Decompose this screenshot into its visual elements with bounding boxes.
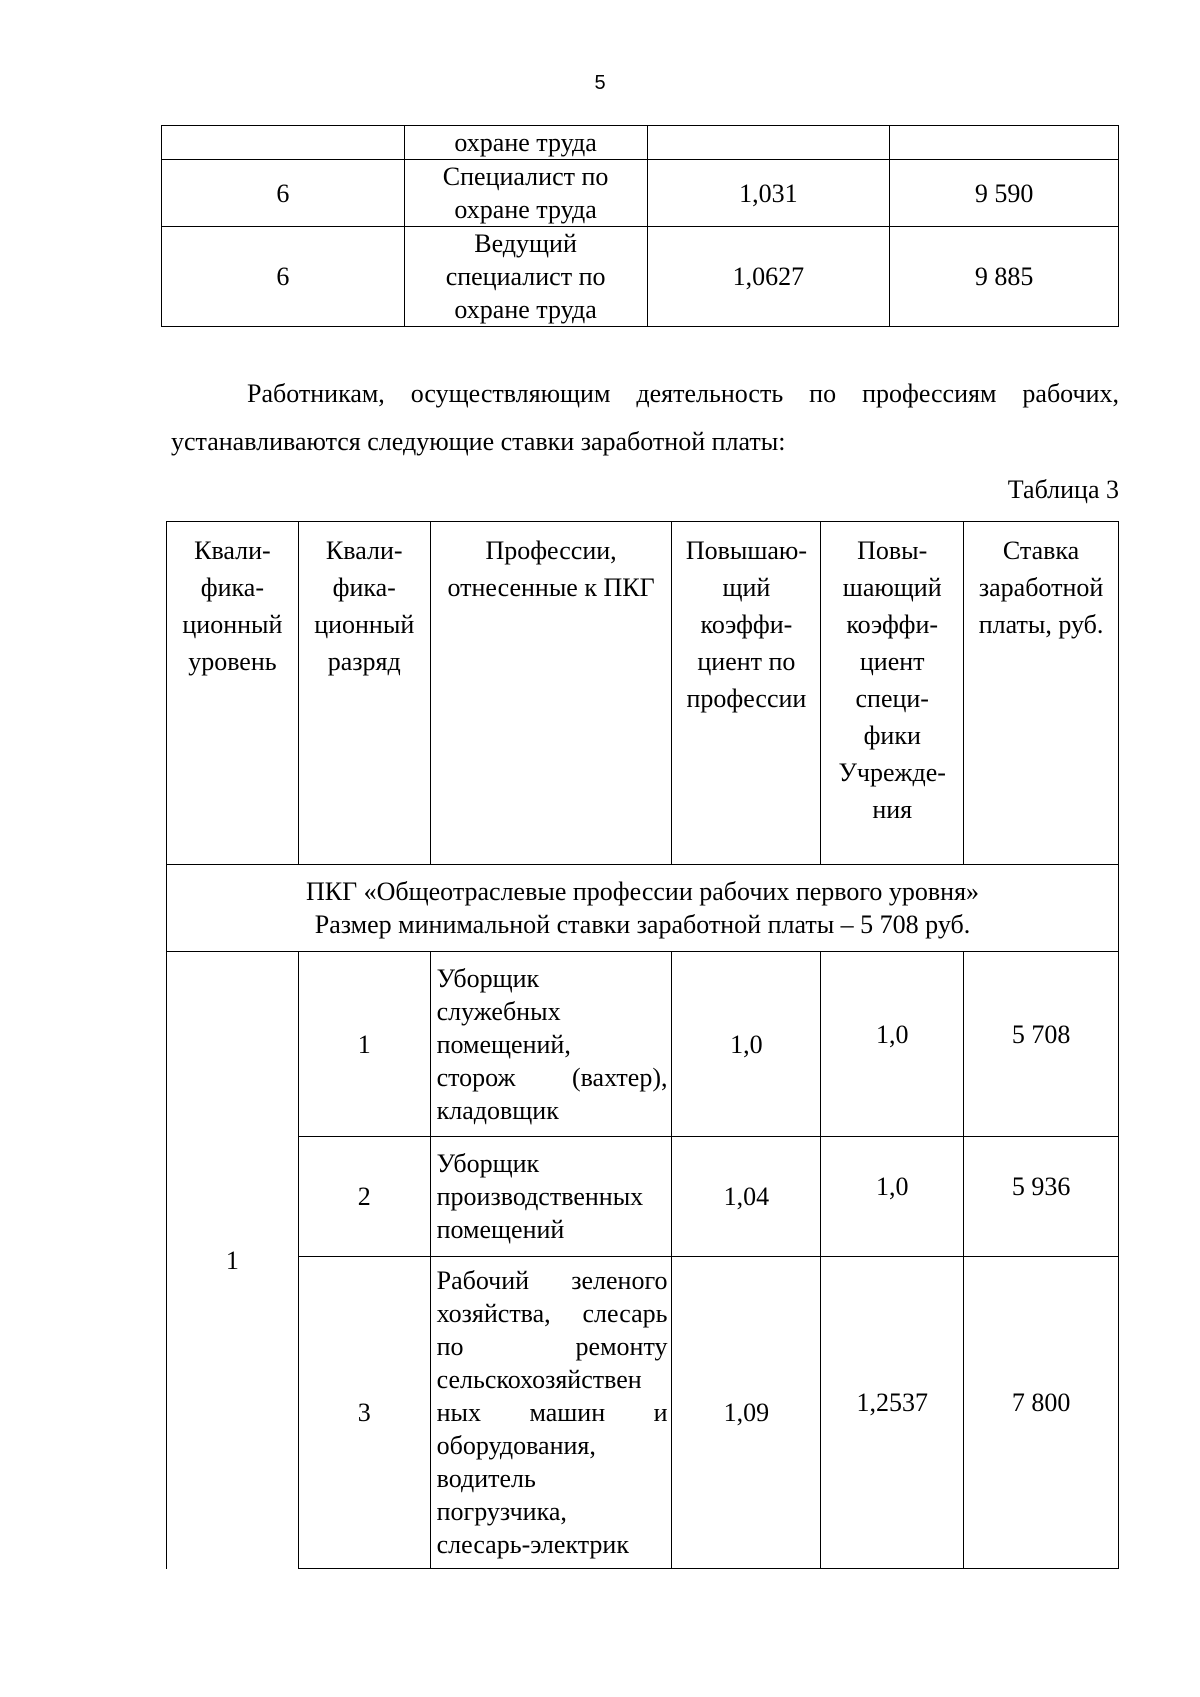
- position-line: охране труда: [454, 295, 597, 324]
- group-subtitle: Размер минимальной ставки заработной платы – 5 708 руб.: [314, 910, 971, 939]
- header-line: ционный: [182, 610, 283, 639]
- professions-cell: [430, 1137, 672, 1257]
- grade-cell: 3: [298, 1257, 430, 1569]
- profession-line: хозяйства, слесарь: [436, 1299, 668, 1328]
- profession-line: Уборщик: [436, 963, 540, 993]
- header-salary: [964, 522, 1119, 865]
- salary-cell: 5 708: [964, 952, 1119, 1137]
- table-row: [162, 227, 1119, 327]
- salary-cell: [890, 126, 1119, 160]
- profession-line: сторож (вахтер),: [436, 1062, 668, 1092]
- position-line: Ведущий: [474, 229, 577, 258]
- position-line: специалист по: [445, 262, 606, 291]
- table-header-row: [167, 522, 1119, 865]
- profession-line: служебных: [436, 996, 561, 1026]
- level-cell: 6: [162, 160, 405, 227]
- header-line: ционный: [314, 610, 415, 639]
- table-3-label: Таблица 3: [1007, 475, 1119, 504]
- table-2-continuation: [161, 125, 1119, 327]
- grade-cell: 1: [298, 952, 430, 1137]
- table-row: [167, 1257, 1119, 1569]
- profession-line: по ремонту: [436, 1332, 668, 1361]
- salary-cell: 7 800: [964, 1257, 1119, 1569]
- group-title-cell: [167, 865, 1119, 952]
- header-line: фика-: [200, 573, 264, 602]
- position-line: охране труда: [454, 195, 597, 224]
- header-line: коэффи-: [700, 610, 793, 639]
- profession-line: слесарь-электрик: [436, 1530, 629, 1559]
- salary-cell: 9 885: [890, 227, 1119, 327]
- header-line: щий: [722, 573, 771, 602]
- level-cell: 6: [162, 227, 405, 327]
- position-cell: [404, 227, 647, 327]
- header-coef-specific: [821, 522, 964, 865]
- header-qual-level: [167, 522, 299, 865]
- salary-cell: 5 936: [964, 1137, 1119, 1257]
- table-row: [162, 126, 1119, 160]
- level-cell: 1: [167, 952, 299, 1569]
- header-line: циент: [859, 647, 925, 676]
- coef-specific-cell: 1,0: [821, 1137, 964, 1257]
- profession-line: погрузчика,: [436, 1497, 567, 1526]
- header-line: Повышаю-: [685, 536, 807, 565]
- coef-specific-cell: 1,0: [821, 952, 964, 1137]
- position-cell: охране труда: [404, 126, 647, 160]
- coef-profession-cell: 1,04: [672, 1137, 821, 1257]
- header-line: специ-: [855, 684, 929, 713]
- profession-line: сельскохозяйствен: [436, 1365, 642, 1394]
- header-line: Учрежде-: [838, 758, 946, 787]
- header-line: Профессии,: [485, 536, 617, 565]
- header-line: коэффи-: [846, 610, 939, 639]
- group-row: [167, 865, 1119, 952]
- grade-cell: 2: [298, 1137, 430, 1257]
- header-line: ния: [872, 795, 913, 824]
- table-row: [167, 952, 1119, 1137]
- header-line: профессии: [686, 684, 807, 713]
- profession-line: Рабочий зеленого: [436, 1266, 668, 1295]
- header-line: разряд: [327, 647, 401, 676]
- coefficient-cell: [647, 126, 890, 160]
- header-professions: [430, 522, 672, 865]
- level-cell: [162, 126, 405, 160]
- profession-line: Уборщик: [436, 1149, 540, 1178]
- header-line: платы, руб.: [978, 610, 1104, 639]
- coef-profession-cell: 1,09: [672, 1257, 821, 1569]
- table-row: [162, 160, 1119, 227]
- header-coef-profession: [672, 522, 821, 865]
- profession-line: производственных: [436, 1182, 644, 1211]
- salary-cell: 9 590: [890, 160, 1119, 227]
- paragraph-line-1: Работникам, осуществляющим деятельность по профессиям рабочих,: [247, 379, 1119, 408]
- paragraph-line-2: устанавливаются следующие ставки заработной платы:: [171, 427, 786, 456]
- position-cell: [404, 160, 647, 227]
- table-row: [167, 1137, 1119, 1257]
- coefficient-cell: 1,0627: [647, 227, 890, 327]
- header-line: отнесенные к ПКГ: [447, 573, 655, 602]
- coefficient-cell: 1,031: [647, 160, 890, 227]
- profession-line: ных машин и: [436, 1398, 668, 1427]
- header-line: Ставка: [1002, 536, 1080, 565]
- professions-cell: [430, 1257, 672, 1569]
- profession-line: оборудования,: [436, 1431, 596, 1460]
- header-line: циент по: [697, 647, 796, 676]
- header-line: Квали-: [194, 536, 271, 565]
- profession-line: помещений: [436, 1215, 565, 1244]
- profession-line: кладовщик: [436, 1095, 559, 1125]
- header-line: Повы-: [857, 536, 928, 565]
- header-line: заработной: [978, 573, 1104, 602]
- header-line: фики: [863, 721, 921, 750]
- header-line: фика-: [332, 573, 396, 602]
- header-qual-grade: [298, 522, 430, 865]
- header-line: шающий: [842, 573, 942, 602]
- professions-cell: [430, 952, 672, 1137]
- profession-line: водитель: [436, 1464, 536, 1493]
- table-3: [166, 521, 1119, 1569]
- position-line: Специалист по: [442, 162, 609, 191]
- profession-line: помещений,: [436, 1029, 571, 1059]
- header-line: Квали-: [325, 536, 403, 565]
- page-number: 5: [594, 72, 606, 94]
- group-title: ПКГ «Общеотраслевые профессии рабочих первого уровня»: [305, 877, 980, 906]
- header-line: уровень: [188, 647, 277, 676]
- coef-profession-cell: 1,0: [672, 952, 821, 1137]
- coef-specific-cell: 1,2537: [821, 1257, 964, 1569]
